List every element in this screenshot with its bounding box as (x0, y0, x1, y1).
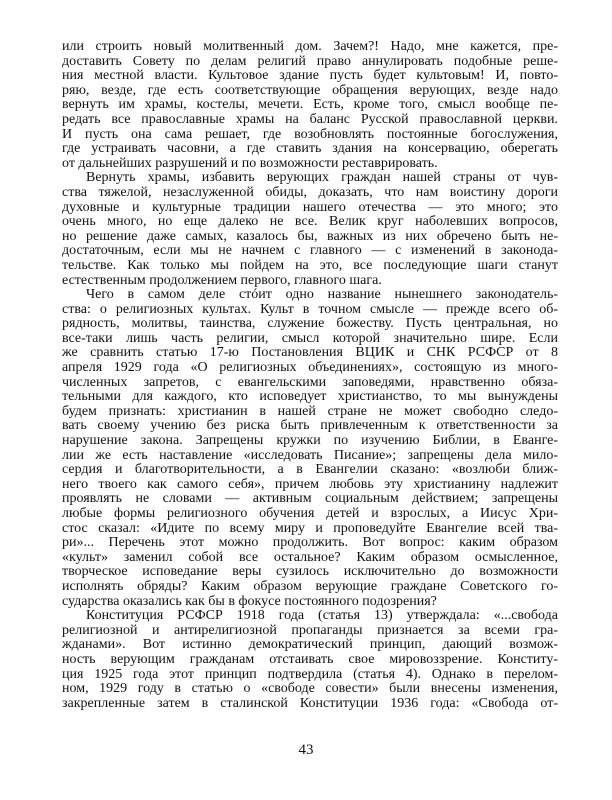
text-line: сударства оказались как бы в фокусе постоянного подозрения? (62, 594, 437, 609)
text-line: ния местной власти. Культовое здание пусть будет культовым! И, повто- (62, 69, 558, 84)
text-line: духовные и культурные традиции нашего отечества — это много; это (62, 200, 558, 215)
text-line: естественным продолжением первого, главного шага. (62, 273, 382, 288)
text-line: доставить Совету по делам религий право аннулировать подобные реше- (62, 54, 558, 69)
text-line: тельными для каждого, кто исповедует христианство, то мы вынуждены (62, 390, 558, 405)
text-line: закрепленные затем в сталинской Конституции 1936 года: «Свобода от- (62, 696, 558, 711)
text-line: ства тяжелой, незаслуженной обиды, доказать, что нам воистину дороги (62, 185, 558, 200)
text-line: численных запретов, с евангельскими заповедями, нравственно обяза- (62, 375, 558, 390)
text-line: любые формы религиозного обучения детей и взрослых, а Иисус Хри- (62, 507, 558, 521)
text-line: лии же есть наставление «исследовать Писание»; запрещены дела мило- (62, 448, 558, 463)
text-line: И пусть она сама решает, где возобновлять постоянные богослужения, (62, 127, 558, 142)
text-line: но решение даже самых, казалось бы, важных из них обречено быть не- (62, 229, 558, 244)
text-line: будем признать: христианин в нашей стране не может свободно следо- (62, 404, 558, 419)
text-line: Конституция РСФСР 1918 года (статья 13) утверждала: «...свобода (86, 609, 558, 624)
text-line: творческое исповедание веры сузилось исключительно до возможности (62, 565, 558, 580)
text-line: тельстве. Как только мы пойдем на это, все последующие шаги станут (62, 258, 558, 273)
paragraph (62, 288, 558, 609)
text-line: Чего в самом деле стóит одно название нынешнего законодатель- (86, 288, 558, 303)
page-number: 43 (298, 742, 314, 758)
text-line: ряю, везде, где есть соответствующие обращения верующих, везде надо (62, 83, 558, 98)
text-line: ция 1925 года этот принцип подтвердила (статья 4). Однако в перелом- (62, 667, 558, 682)
text-line: или строить новый молитвенный дом. Зачем?! Надо, мне кажется, пре- (62, 40, 558, 54)
text-line: достаточным, если мы не начнем с главного — с изменений в законода- (62, 244, 558, 259)
text-line: ства: о религиозных культах. Культ в точном смысле — прежде всего об- (62, 302, 558, 317)
text-line: очень много, но еще далеко не все. Велик круг наболевших вопросов, (62, 215, 558, 230)
text-line: проявлять не словами — активным социальным действием; запрещены (62, 492, 558, 507)
text-line: жданами». Вот истинно демократический принцип, дающий возмож- (62, 638, 558, 653)
page-body (62, 40, 558, 711)
text-line: от дальнейших разрушений и по возможности реставрировать. (62, 156, 438, 171)
text-line: вернуть им храмы, костелы, мечети. Есть, кроме того, смысл вообще пе- (62, 98, 558, 113)
text-line: вать своему учению без риска быть привлеченным к ответственности за (62, 419, 558, 434)
text-line: сердия и благотворительности, а в Евангелии сказано: «возлюби ближ- (62, 463, 558, 478)
text-line: стос сказал: «Идите по всему миру и проповедуйте Евангелие всей тва- (62, 521, 558, 536)
text-line: «культ» заменил собой все остальное? Каким образом осмысленное, (62, 550, 558, 565)
text-line: редать все православные храмы на баланс Русской православной церкви. (62, 112, 558, 127)
text-line: рядность, молитвы, таинства, служение божеству. Пусть центральная, но (62, 317, 558, 332)
paragraph (62, 609, 558, 711)
text-line: где устраивать часовни, а где ставить здания на консервацию, оберегать (62, 142, 558, 157)
text-line: ри»... Перечень этот можно продолжить. Вот вопрос: каким образом (62, 536, 558, 551)
text-line: апреля 1929 года «О религиозных объединениях», состоящую из много- (62, 361, 558, 376)
text-line: исполнять обряды? Каким образом верующие граждане Советского го- (62, 579, 558, 594)
text-line: религиозной и антирелигиозной пропаганды признается за всеми гра- (62, 623, 558, 638)
paragraph (62, 40, 558, 171)
text-line: нарушение закона. Запрещены кружки по изучению Библии, в Еванге- (62, 434, 558, 449)
text-line: него твоего как самого себя», причем любовь эту христианину надлежит (62, 477, 558, 492)
text-line: все-таки лишь часть религии, смысл которой значительно шире. Если (62, 331, 558, 346)
paragraph (62, 171, 558, 288)
text-line: Вернуть храмы, избавить верующих граждан нашей страны от чув- (86, 171, 558, 186)
text-line: же сравнить статью 17-ю Постановления ВЦИК и СНК РСФСР от 8 (62, 346, 558, 361)
text-line: ность верующим гражданам отстаивать свое мировоззрение. Конститу- (62, 652, 558, 667)
text-line: ном, 1929 году в статью о «свободе совести» были внесены изменения, (62, 682, 558, 697)
